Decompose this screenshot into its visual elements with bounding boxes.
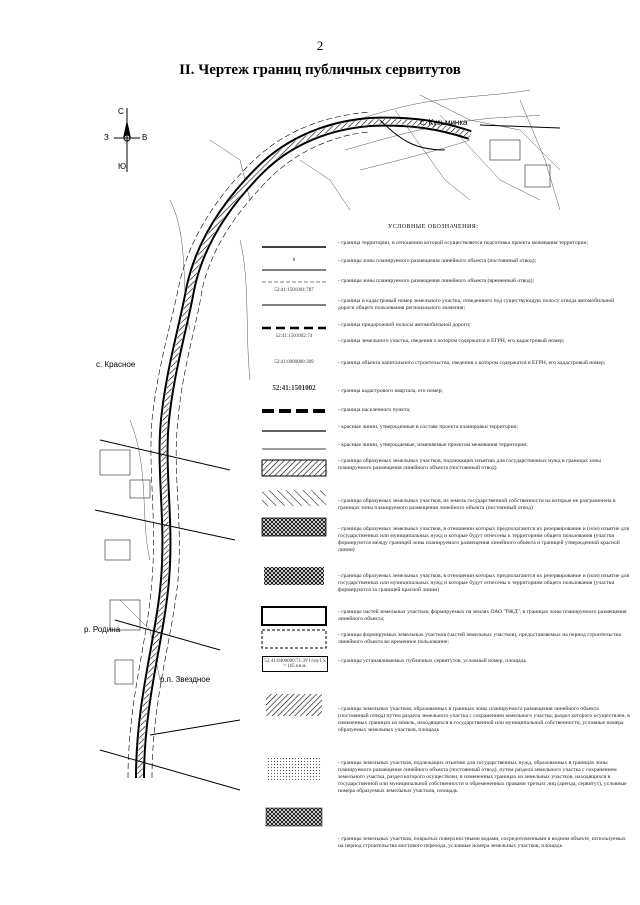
- legend-text: - красные линии, утверждаемые, изменяемые проектом межевания территории;: [338, 442, 528, 448]
- legend-symbol: [258, 298, 330, 312]
- legend-symbol: [258, 754, 330, 784]
- map-label-village1: с. Красное: [96, 360, 136, 369]
- legend-text: - границы устанавливаемых публичных сервитутов, условный номер, площадь: [338, 658, 527, 664]
- legend-text: - границы зоны планируемого размещения линейного объекта (постоянный отвод);: [338, 258, 537, 264]
- legend-symbol: [258, 628, 330, 650]
- legend-text: - граница земельного участка, сведения о котором содержатся в ЕГРН, его кадастровый номер;: [338, 338, 565, 344]
- legend-text: - границы земельных участков, покрытых поверхностными водами, сосредоточенными в водном объекте, используемых на период строительства мостового перехода, условные номера земельных участков, площадь: [338, 836, 626, 849]
- legend-symbol: [258, 690, 330, 720]
- legend-text: - границы образуемых земельных участков, из земель государственной собственности на которые не разграничена в границах зоны планируемого размещения линейного объекта (постоянный отвод): [338, 498, 616, 511]
- legend-text: - граница придорожной полосы автомобильной дороги;: [338, 322, 471, 328]
- compass-north-label: С: [118, 107, 124, 116]
- legend-symbol: [258, 458, 330, 478]
- legend-title: УСЛОВНЫЕ ОБОЗНАЧЕНИЯ:: [388, 224, 479, 230]
- legend-text: - границы земельных участков, образованных в границах зоны планируемого размещения линейного объекта (постоянный отвод) путем раздела земельного участка с сохранением земельного участка, раздел которого осуществлен, в измененных границах из земель, находящихся в государственной или муниципальной собственности, условные номера образуемых земельных участков, площадь: [338, 706, 630, 733]
- map-label-village2: с. Кузьминка: [420, 118, 468, 127]
- page-title: II. Чертеж границ публичных сервитутов: [179, 62, 461, 78]
- legend-symbol: [258, 488, 330, 508]
- legend-symbol: [258, 442, 330, 456]
- legend-symbol: [258, 565, 330, 587]
- legend-text: - граница объекта капитального строительства, сведения о котором содержатся в ЕГРН, его кадастровый номер;: [338, 360, 606, 366]
- legend-text: - граница населенного пункта;: [338, 407, 411, 413]
- map-label-river1: р. Родина: [84, 625, 121, 634]
- legend-text: - границы образуемых земельных участков, в отношении которых предполагаются их резервирование и (или) изъятие для государственных или муниципальных нужд и которые будут отнесены к территориям общего пользования (участки формируются за границей красной линии): [338, 573, 630, 593]
- legend-text: - красные линии, утвержденные в составе проекта планировки территории;: [338, 424, 519, 430]
- legend-symbol: [258, 806, 330, 828]
- legend-code: 52:41:1501004:787: [274, 288, 314, 293]
- legend-code: 52:41:0000000:309: [274, 360, 314, 365]
- legend-symbol: [258, 240, 330, 254]
- compass-west-label: З: [104, 133, 109, 142]
- legend-symbol: [258, 322, 330, 334]
- legend-text: - границы образуемых земельных участков, в отношении которых предполагаются их резервирование и (или) изъятие для государственных или муниципальных нужд и которые будут отнесены к территориям общего пользования (участки формируются между границей зоны планируемого размещения линейного объекта и границей утвержденной красной линии): [338, 526, 630, 553]
- compass-east-label: В: [142, 133, 148, 142]
- legend-text: - границы зоны планируемого размещения линейного объекта (временный отвод);: [338, 278, 535, 284]
- legend-symbol: [258, 605, 330, 627]
- legend-text: - граница и кадастровый номер земельного участка, отведенного под существующую полосу отвода автомобильной дороги общего пользования регионального значения;: [338, 298, 615, 311]
- legend-code: 8: [292, 258, 296, 263]
- legend-code: 52:41:1501002:74: [275, 334, 313, 339]
- legend-symbol: [258, 404, 330, 418]
- legend-text: - границы земельных участков, подлежащих изъятию для государственных нужд, образованных в границах зоны планируемого размещения линейного объекта (постоянный отвод), путем раздела земельного участка с сохранением земельного участка, раздел которого осуществлен, в измененных границах из земельных участков, находящихся в государственной или муниципальной собственности и обремененных правами третьих лиц (аренда, сервитут), условные номера образуемых земельных участков, площадь: [338, 760, 627, 794]
- compass-south-label: Ю: [118, 162, 127, 171]
- legend-symbol: [258, 424, 330, 438]
- legend-text: - границы частей земельных участков, формируемых на землях ОАО "РЖД", в границах зоны планируемого размещения линейного объекта;: [338, 609, 627, 622]
- legend-text: - граница кадастрового квартала, его номер;: [338, 388, 443, 394]
- legend-text: - граница территории, в отношении которой осуществляется подготовка проекта межевания территории;: [338, 240, 588, 246]
- legend-text: - границы формируемых земельных участков (частей земельных участков), предоставляемых на период строительства линейного объекта во временное пользование;: [338, 632, 622, 645]
- page-number: 2: [316, 38, 324, 53]
- legend-code: 52:41:0400000:71:ЗУ1/чзу1 S = 165 кв.м.: [262, 656, 328, 672]
- legend-text: - границы образуемых земельных участков, подлежащих изъятию для государственных нужд в границах зоны планируемого размещения линейного объекта (постоянный отвод): [338, 458, 602, 471]
- legend-symbol: [258, 516, 330, 538]
- legend-code: 52:41:1501002: [272, 384, 316, 392]
- map-label-river2: р.п. Звездное: [160, 675, 211, 684]
